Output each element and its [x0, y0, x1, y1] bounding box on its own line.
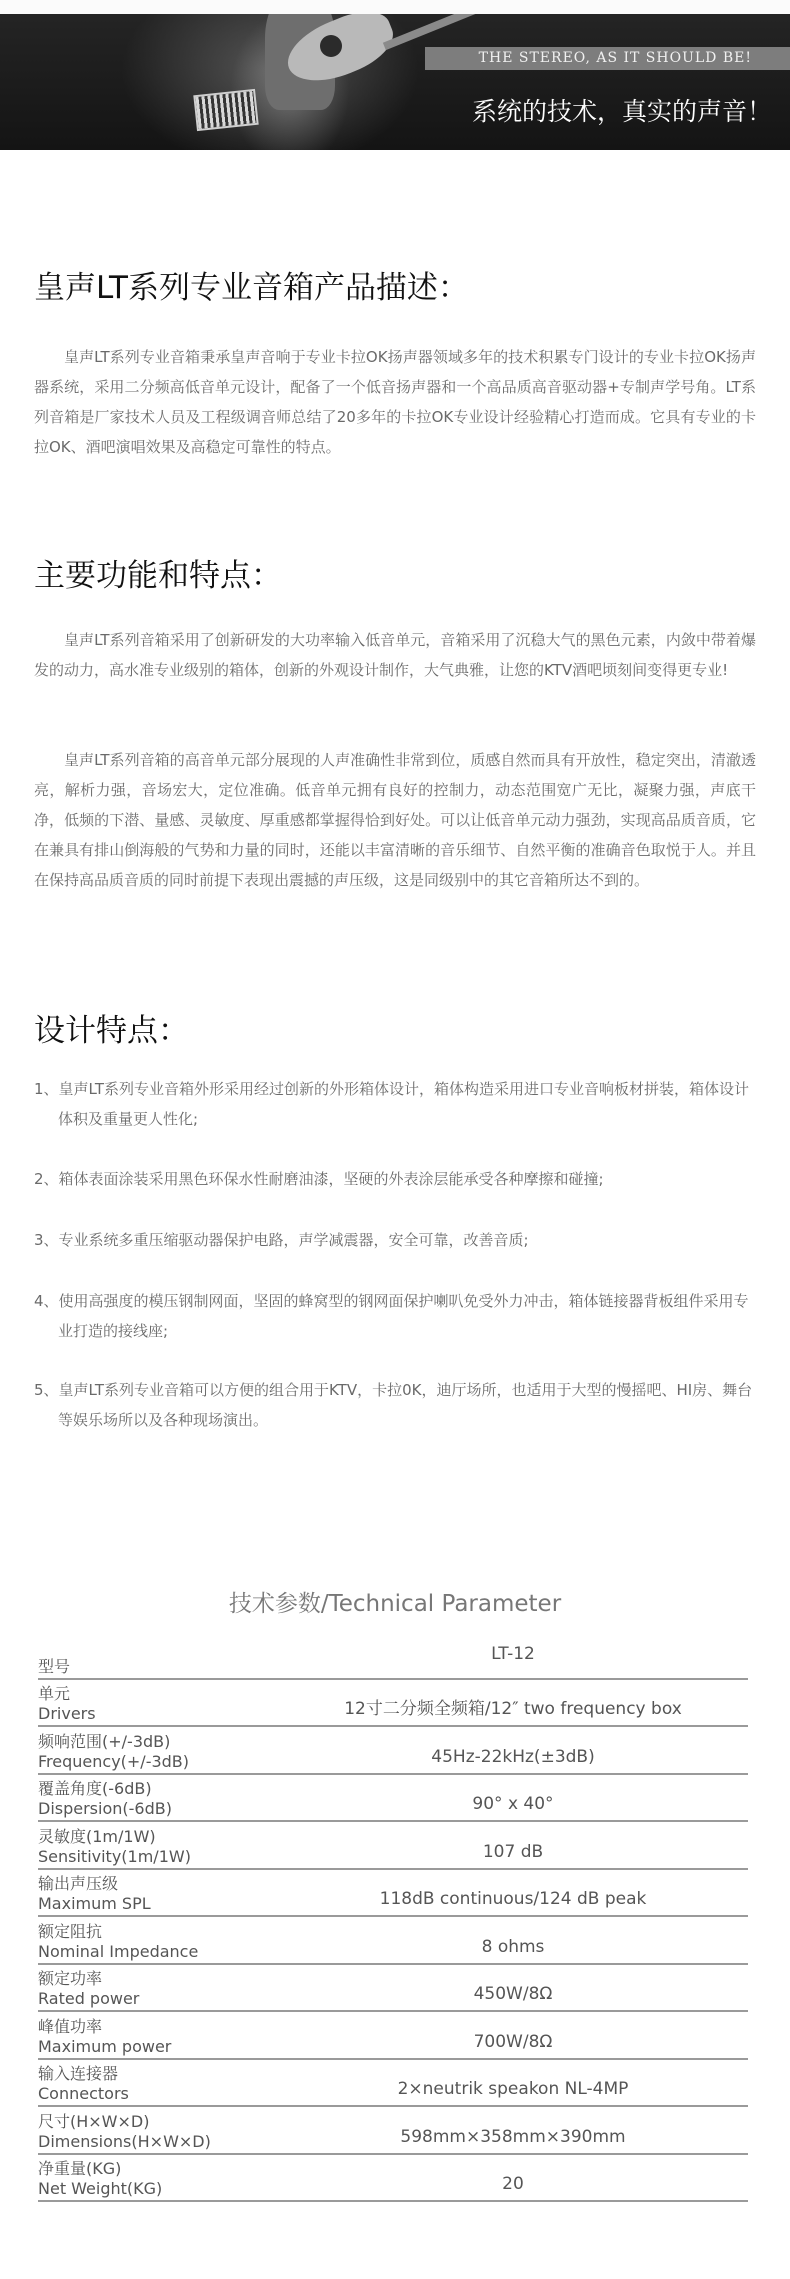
param-value: 90° x 40°: [472, 1794, 554, 1814]
table-row: [38, 2012, 748, 2060]
guitar-soundhole: [320, 35, 342, 57]
param-value: 450W/8Ω: [473, 1984, 553, 2004]
mixer-image: [193, 89, 258, 131]
param-label-en: Net Weight(KG): [38, 2179, 163, 2198]
description-paragraph: 皇声LT系列专业音箱秉承皇声音响于专业卡拉OK扬声器领域多年的技术积累专门设计的专业卡拉OK扬声器系统，采用二分频高低音单元设计，配备了一个低音扬声器和一个高品质高音驱动器+专制声学号角。LT系列音箱是厂家技术人员及工程级调音师总结了20多年的卡拉OK专业设计经验精心打造而成。它具有专业的卡拉OK、酒吧演唱效果及高稳定可靠性的特点。: [34, 348, 756, 456]
param-label-en: Maximum power: [38, 2036, 172, 2056]
param-value: 20: [502, 2174, 524, 2194]
design-item-3: 3、专业系统多重压缩驱动器保护电路，声学减震器，安全可靠，改善音质;: [34, 1231, 529, 1249]
param-label-en: Dispersion(-6dB): [38, 1799, 172, 1818]
param-label: [38, 1874, 151, 1914]
param-label-cn: 输入连接器: [38, 2064, 119, 2083]
param-label-en: Frequency(+/-3dB): [38, 1751, 190, 1771]
param-value: 2×neutrik speakon NL-4MP: [397, 2079, 629, 2099]
table-row: [38, 2155, 748, 2203]
param-label: [38, 1779, 172, 1819]
section-heading-features: 主要功能和特点：: [34, 558, 282, 594]
param-label: [38, 1732, 189, 1772]
param-label-en: Nominal Impedance: [38, 1941, 199, 1961]
param-label: [38, 1969, 139, 2009]
param-label-en: Rated power: [38, 1989, 140, 2008]
param-label-cn: 输出声压级: [38, 1874, 119, 1893]
features-paragraph-1: 皇声LT系列音箱采用了创新研发的大功率输入低音单元，音箱采用了沉稳大气的黑色元素，内敛中带着爆发的动力，高水准专业级别的箱体，创新的外观设计制作，大气典雅，让您的KTV酒吧顷刻间变得更专业!: [34, 631, 756, 679]
param-value: 700W/8Ω: [473, 2031, 553, 2052]
param-label-cn: 型号: [38, 1656, 71, 1676]
tagline-bar: [425, 47, 790, 70]
table-row: [38, 1917, 748, 1965]
param-label-en: Sensitivity(1m/1W): [38, 1846, 191, 1866]
param-label-cn: 频响范围(+/-3dB): [38, 1731, 171, 1751]
table-row: [38, 1775, 748, 1823]
param-value: 45Hz-22kHz(±3dB): [431, 1746, 595, 1767]
param-label: [38, 2112, 211, 2152]
table-row: [38, 1680, 748, 1728]
header-banner: [0, 0, 790, 150]
param-label: [38, 2064, 129, 2104]
parameter-table-title: 技术参数/Technical Parameter: [228, 1591, 562, 1617]
param-label-en: Maximum SPL: [38, 1894, 151, 1913]
param-label-cn: 灵敏度(1m/1W): [38, 1826, 156, 1846]
banner-slogan: 系统的技术，真实的声音！: [471, 97, 772, 126]
param-label: [38, 1827, 191, 1867]
param-value: 12寸二分频全频箱/12″ two frequency box: [344, 1699, 682, 1719]
param-value: LT-12: [491, 1643, 535, 1664]
table-row: [38, 1632, 748, 1680]
param-value: 118dB continuous/124 dB peak: [379, 1889, 647, 1909]
design-item-4: 4、使用高强度的模压钢制网面，坚固的蜂窝型的钢网面保护喇叭免受外力冲击，箱体链接器背板组件采用专业打造的接线座;: [34, 1292, 749, 1340]
param-label: [38, 1657, 70, 1677]
section-heading-description: 皇声LT系列专业音箱产品描述：: [34, 270, 469, 306]
param-label-cn: 额定功率: [38, 1969, 103, 1988]
param-value: 8 ohms: [481, 1936, 545, 1957]
param-label: [38, 2159, 162, 2199]
parameter-table: [38, 1632, 748, 2202]
param-label-en: Dimensions(H×W×D): [38, 2131, 211, 2151]
param-value: 598mm×358mm×390mm: [400, 2126, 626, 2147]
table-row: [38, 1727, 748, 1775]
design-item-5: 5、皇声LT系列专业音箱可以方便的组合用于KTV，卡拉0K，迪厅场所，也适用于大型的慢摇吧、HI房、舞台等娱乐场所以及各种现场演出。: [34, 1381, 753, 1429]
param-label: [38, 2017, 171, 2057]
banner-top-border: [0, 0, 790, 14]
table-row: [38, 1870, 748, 1918]
section-heading-design: 设计特点：: [34, 1013, 189, 1049]
param-label: [38, 1922, 198, 1962]
design-item-2: 2、箱体表面涂装采用黑色环保水性耐磨油漆，坚硬的外表涂层能承受各种摩擦和碰撞;: [34, 1170, 604, 1188]
table-row: [38, 1965, 748, 2013]
param-label-cn: 净重量(KG): [38, 2159, 122, 2178]
param-label-cn: 尺寸(H×W×D): [38, 2111, 150, 2131]
param-label-cn: 峰值功率: [38, 2016, 103, 2036]
param-label-en: Connectors: [38, 2084, 129, 2103]
tagline-text: THE STEREO, AS IT SHOULD BE!: [478, 50, 752, 66]
param-label-en: Drivers: [38, 1704, 96, 1723]
param-label: [38, 1684, 96, 1724]
param-label-cn: 覆盖角度(-6dB): [38, 1779, 152, 1798]
param-value: 107 dB: [482, 1841, 544, 1862]
param-label-cn: 单元: [38, 1684, 71, 1703]
table-row: [38, 2107, 748, 2155]
design-item-1: 1、皇声LT系列专业音箱外形采用经过创新的外形箱体设计，箱体构造采用进口专业音响板材拼装，箱体设计体积及重量更人性化;: [34, 1080, 750, 1128]
param-label-cn: 额定阻抗: [38, 1921, 103, 1941]
table-row: [38, 2060, 748, 2108]
features-paragraph-2: 皇声LT系列音箱的高音单元部分展现的人声准确性非常到位，质感自然而具有开放性，稳定突出，清澈透亮，解析力强，音场宏大，定位准确。低音单元拥有良好的控制力，动态范围宽广无比，凝聚力强，声底干净，低频的下潜、量感、灵敏度、厚重感都掌握得恰到好处。可以让低音单元动力强劲，实现高品质音质，它在兼具有排山倒海般的气势和力量的同时，还能以丰富清晰的音乐细节、自然平衡的准确音色取悦于人。并且在保持高品质音质的同时前提下表现出震撼的声压级，这是同级别中的其它音箱所达不到的。: [34, 751, 756, 889]
table-row: [38, 1822, 748, 1870]
